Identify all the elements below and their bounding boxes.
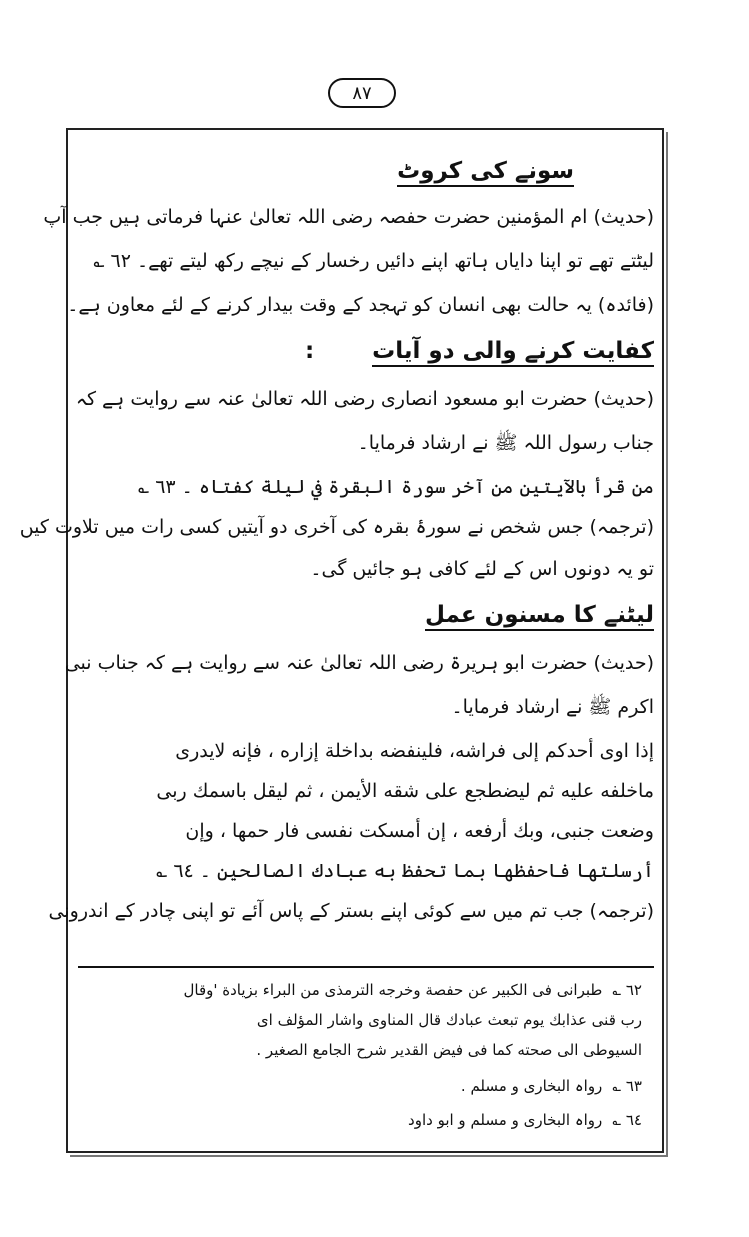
section-heading-lying-down (425, 600, 654, 630)
footnote-62-line-2: رب قنی عذابك یوم تبعث عبادك قال المناوی واشار المؤلف ای (256, 1011, 642, 1029)
hadith-2-line-1 (76, 384, 654, 414)
footnote-63 (461, 1074, 642, 1098)
arabic-hadith-3-line-2: ماخلفه عليه ثم ليضطجع على شقه الأيمن ، ثم ليقل باسمك ربى (156, 780, 654, 802)
heading-colon: : (304, 338, 315, 364)
translation-3-line-1 (49, 896, 654, 926)
hadith-1-line-1 (43, 202, 654, 232)
arabic-hadith-3-line-4: أرسلتها فاحفظها بما تحفظ به عبادك الصالحين ۔ ٦٤ ؎ (156, 860, 654, 882)
arabic-hadith-2: من قرأ بالآيتين من آخر سورة البقرة في ليلة كفتاه ۔ ٦٣ ؎ (138, 476, 654, 498)
footnote-text: رواہ البخاری و مسلم و ابو داود (408, 1111, 603, 1129)
footnote-divider (78, 966, 654, 968)
translation-label: (ترجمہ) (589, 516, 654, 538)
footnote-number: ٦٣ ؎ (612, 1077, 642, 1095)
footnote-text: رواہ البخاری و مسلم . (460, 1077, 603, 1095)
footnote-number: ٦٤ ؎ (612, 1111, 642, 1129)
hadith-text: حضرت ابو ہریرۃ رضی اللہ تعالیٰ عنہ سے روایت ہے کہ جناب نبی (64, 652, 588, 674)
footnote-62-line-1 (183, 978, 642, 1002)
page-number (328, 78, 396, 108)
hadith-text: حضرت ابو مسعود انصاری رضی اللہ تعالیٰ عنہ سے روایت ہے کہ (75, 388, 588, 410)
hadith-text: ام المؤمنین حضرت حفصہ رضی اللہ تعالیٰ عنہا فرماتی ہیں جب آپ (43, 206, 588, 228)
hadith-1-line-2: لیٹتے تھے تو اپنا دایاں ہاتھ اپنے دائیں رخسار کے نیچے رکھ لیتے تھے۔ ٦٢ ؎ (93, 250, 654, 272)
footnote-62-line-3: السیوطی الی صحته کما فی فیض القدیر شرح الجامع الصغیر . (256, 1041, 642, 1059)
benefit-text: یہ حالت بھی انسان کو تہجد کے وقت بیدار کرنے کے لئے معاون ہے۔ (67, 294, 592, 316)
footnote-number: ٦٢ ؎ (612, 981, 642, 999)
hadith-label: (حدیث) (593, 206, 654, 228)
section-heading-sleep-side (397, 156, 574, 186)
hadith-3-line-2: اکرم ﷺ نے ارشاد فرمایا۔ (451, 696, 654, 718)
translation-2-line-1 (20, 512, 654, 542)
section-heading-two-verses (305, 336, 654, 366)
hadith-label: (حدیث) (593, 388, 654, 410)
heading-text: لیٹنے کا مسنون عمل (425, 602, 654, 631)
arabic-hadith-3-line-3: وضعت جنبى، وبك أرفعه ، إن أمسكت نفسى فار حمها ، وإن (185, 820, 654, 842)
translation-text: جب تم میں سے کوئی اپنے بستر کے پاس آئے تو اپنی چادر کے اندرونی (48, 900, 584, 922)
footnote-text: طبرانی فی الکبیر عن حفصة وخرجه الترمذی من البراء بزیادة 'وقال (183, 981, 603, 999)
hadith-3-line-1 (65, 648, 654, 678)
arabic-hadith-3-line-1: إذا اوى أحدكم إلى فراشه، فلينفضه بداخلة إزاره ، فإنه لايدرى (175, 740, 654, 762)
translation-text: جس شخص نے سورۂ بقرہ کی آخری دو آیتیں کسی رات میں تلاوت کیں (19, 516, 584, 538)
footnote-64 (408, 1108, 642, 1132)
heading-text: کفایت کرنے والی دو آیات (372, 338, 654, 367)
hadith-2-line-2: جناب رسول اللہ ﷺ نے ارشاد فرمایا۔ (357, 432, 654, 454)
benefit-label: (فائدہ) (597, 294, 654, 316)
page-number-text: ٨٧ (352, 82, 372, 104)
hadith-label: (حدیث) (593, 652, 654, 674)
heading-text: سونے کی کروٹ (397, 158, 574, 187)
benefit-line (67, 290, 654, 320)
translation-2-line-2: تو یہ دونوں اس کے لئے کافی ہو جائیں گی۔ (310, 558, 654, 580)
translation-label: (ترجمہ) (589, 900, 654, 922)
